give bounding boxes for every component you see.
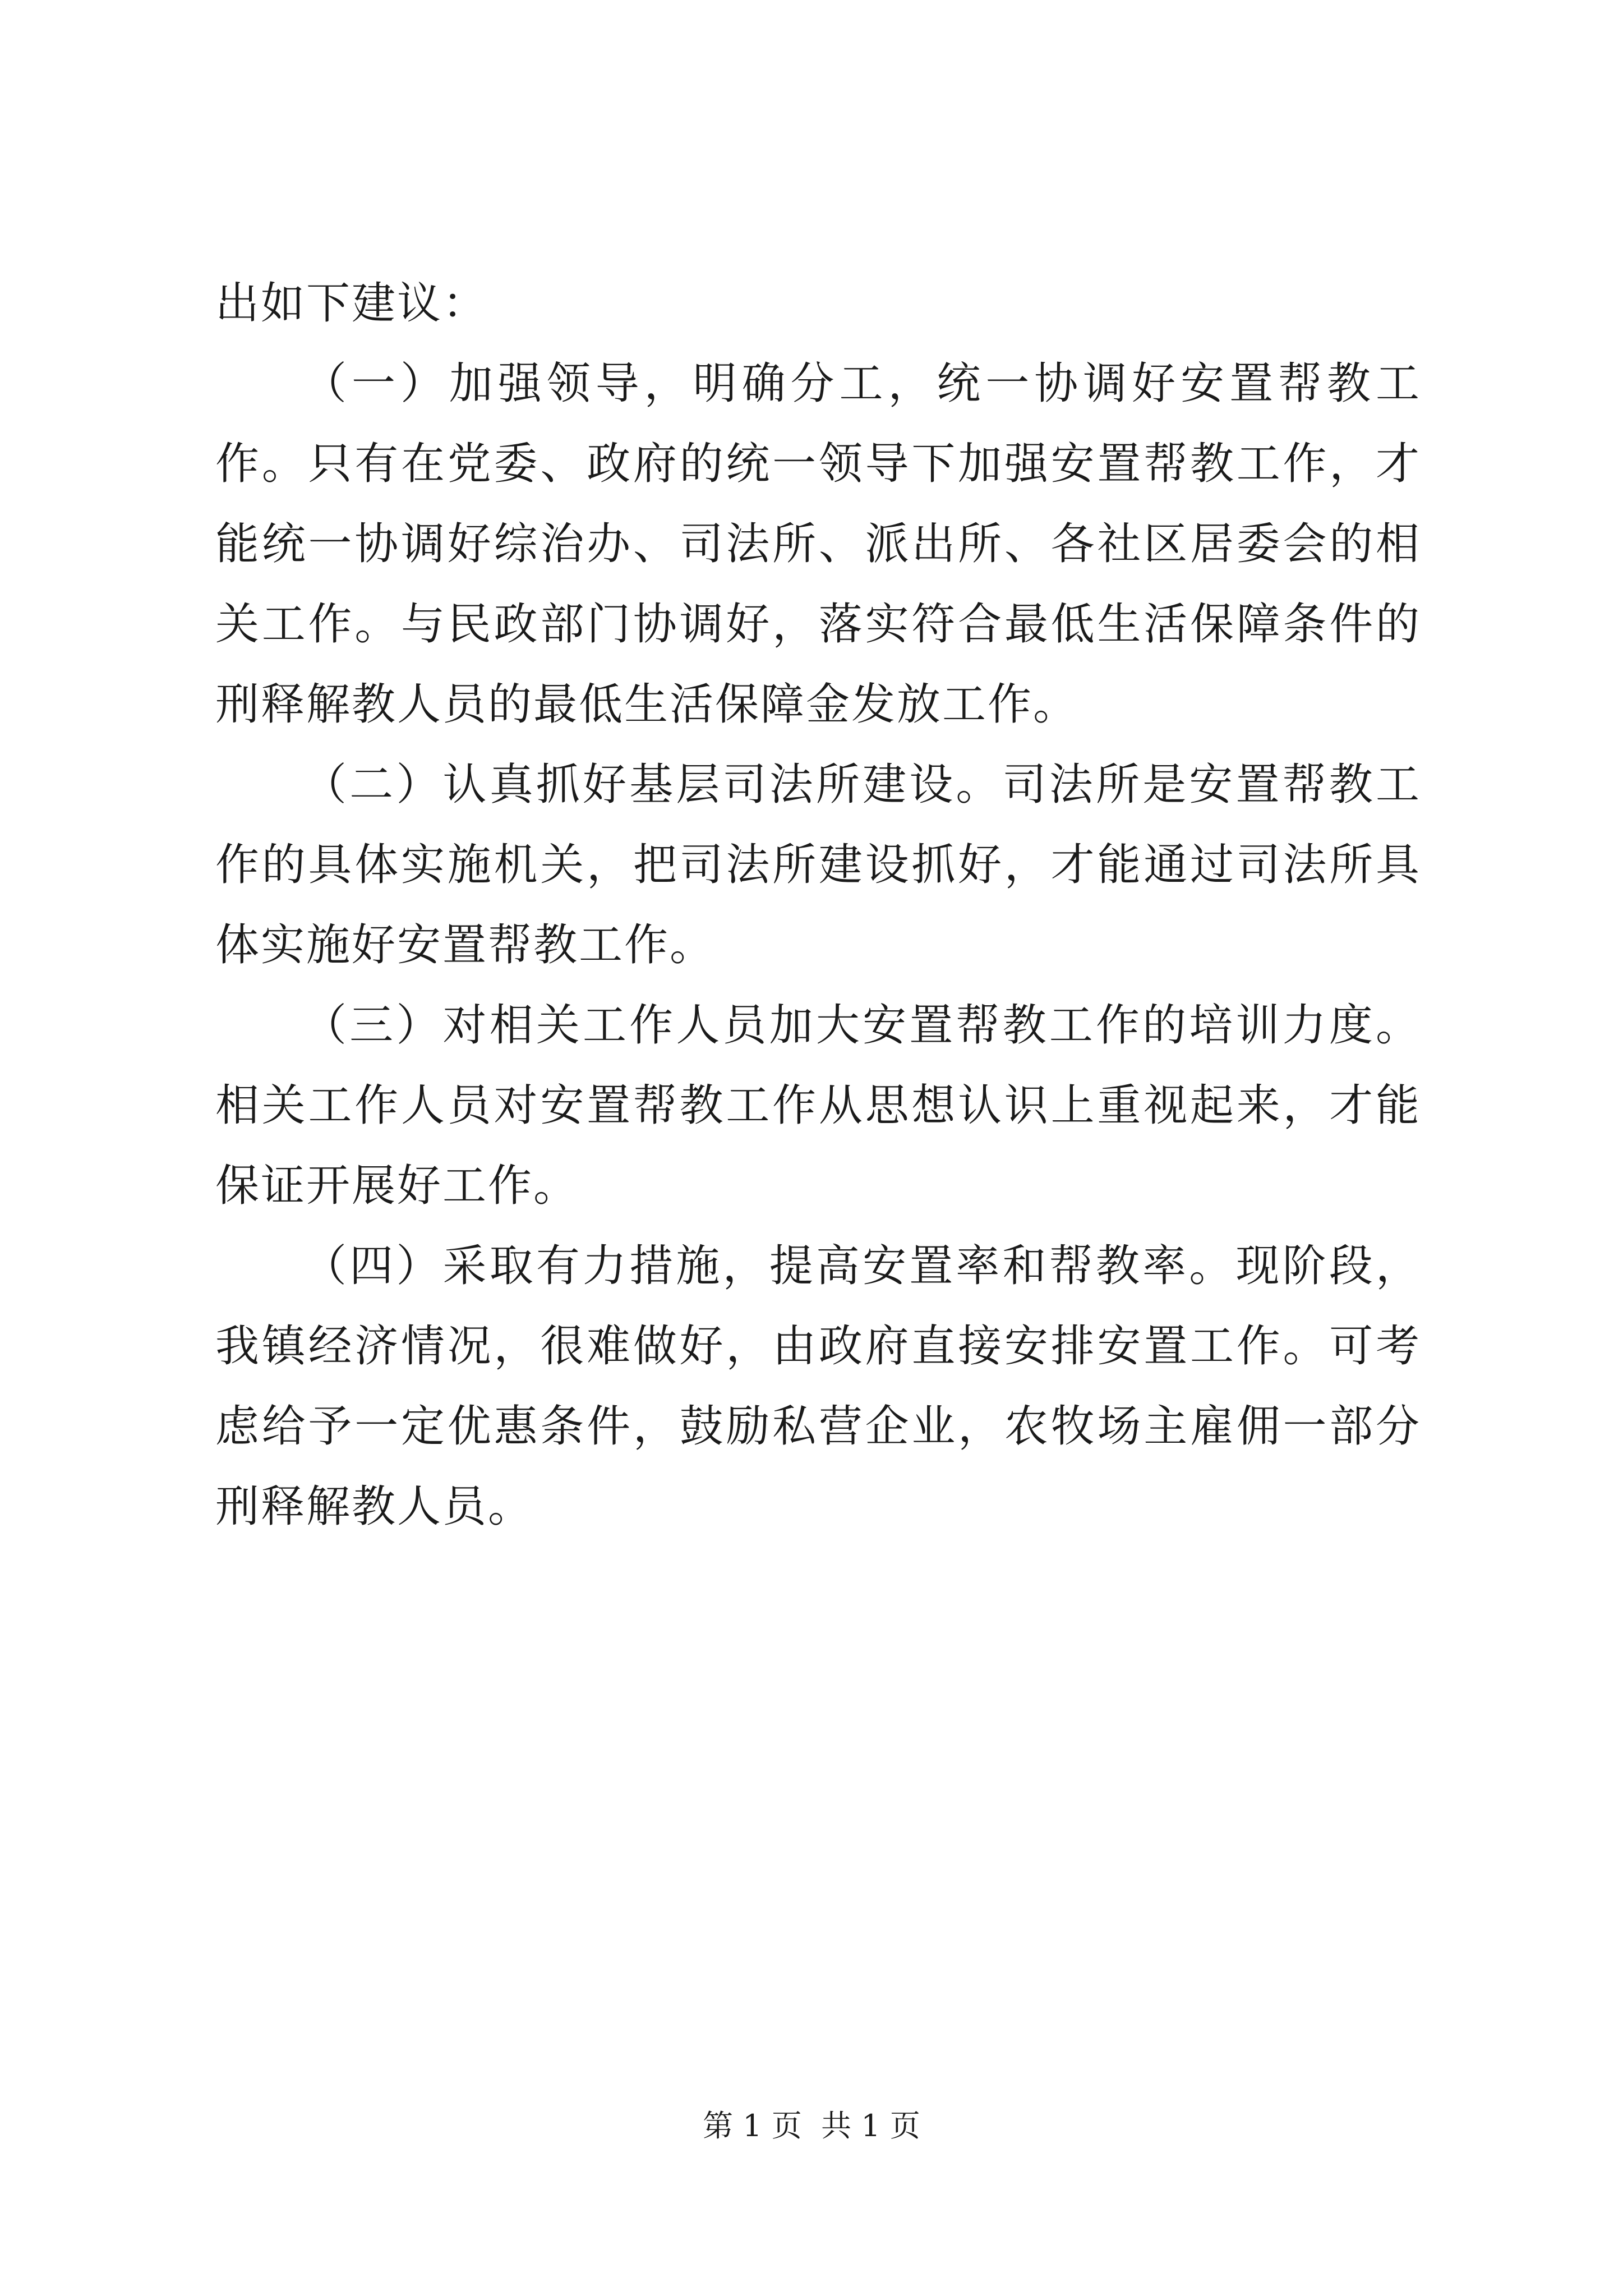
paragraph-item-4: （四）采取有力措施，提高安置率和帮教率。现阶段，我镇经济情况，很难做好，由政府直接安排安置工作。可考虑给予一定优惠条件，鼓励私营企业，农牧场主雇佣一部分刑释解教人员。 bbox=[215, 1241, 1421, 1532]
page-footer: 第 1 页 共 1 页 bbox=[703, 2108, 920, 2143]
paragraph-continuation: 出如下建议： bbox=[215, 278, 488, 329]
paragraph-item-1: （一）加强领导，明确分工，统一协调好安置帮教工作。只有在党委、政府的统一领导下加强安置帮教工作，才能统一协调好综治办、司法所、派出所、各社区居委会的相关工作。与民政部门协调好，落实符合最低生活保障条件的刑释解教人员的最低生活保障金发放工作。 bbox=[215, 358, 1421, 730]
paragraph-item-3: （三）对相关工作人员加大安置帮教工作的培训力度。相关工作人员对安置帮教工作从思想认识上重视起来，才能保证开展好工作。 bbox=[215, 1000, 1421, 1211]
paragraph-item-2: （二）认真抓好基层司法所建设。司法所是安置帮教工作的具体实施机关，把司法所建设抓好，才能通过司法所具体实施好安置帮教工作。 bbox=[215, 760, 1421, 970]
document-body bbox=[215, 264, 1421, 1547]
